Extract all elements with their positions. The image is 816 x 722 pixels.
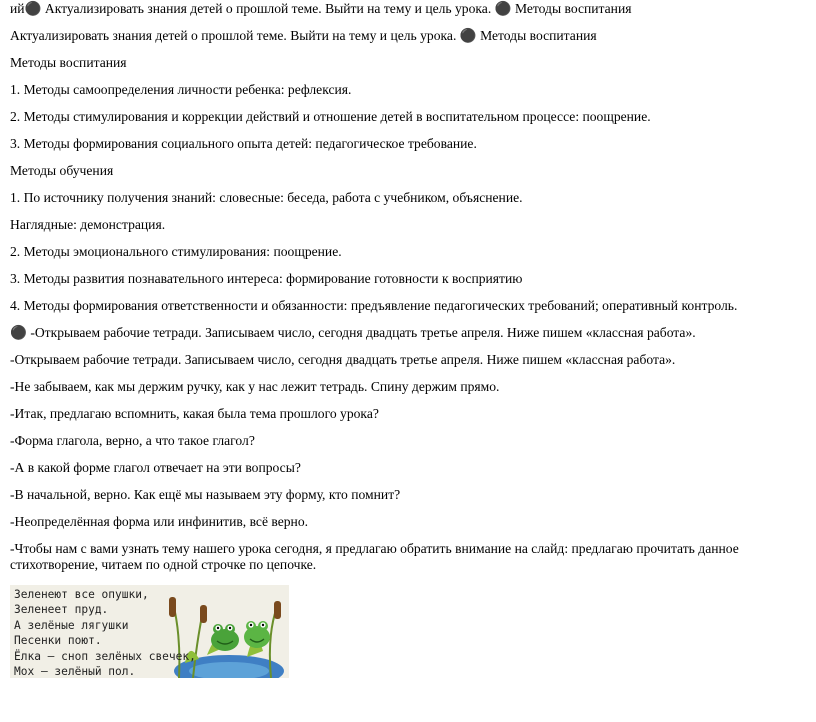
paragraph-6: 3. Методы формирования социального опыта детей: педагогическое требование.: [10, 136, 477, 151]
frog-shape: [211, 624, 239, 651]
paragraph-10: 2. Методы эмоционального стимулирования: поощрение.: [10, 244, 342, 259]
paragraph-15: -Не забываем, как мы держим ручку, как у нас лежит тетрадь. Спину держим прямо.: [10, 379, 500, 394]
paragraph-12: 4. Методы формирования ответственности и обязанности: предъявление педагогических требований; оперативный контроль.: [10, 298, 738, 313]
poem-line: А зелёные лягушки: [14, 618, 129, 632]
paragraph-9: Наглядные: демонстрация.: [10, 217, 166, 232]
paragraph-13: ⚫ -Открываем рабочие тетради. Записываем число, сегодня двадцать третье апреля. Ниже пишем «классная работа».: [10, 325, 696, 340]
paragraph-14: -Открываем рабочие тетради. Записываем число, сегодня двадцать третье апреля. Ниже пишем «классная работа».: [10, 352, 676, 367]
paragraph-18: -А в какой форме глагол отвечает на эти вопросы?: [10, 460, 301, 475]
paragraph-5: 2. Методы стимулирования и коррекции действий и отношение детей в воспитательном процессе: поощрение.: [10, 109, 651, 124]
paragraph-1: ий⚫ Актуализировать знания детей о прошлой теме. Выйти на тему и цель урока. ⚫ Методы воспитания: [10, 1, 632, 16]
poem-line: Зеленеет пруд.: [14, 603, 109, 617]
poem-line: Песенки поют.: [14, 634, 102, 648]
cattail-shape: [274, 601, 281, 619]
paragraph-8: 1. По источнику получения знаний: словесные: беседа, работа с учебником, объяснение.: [10, 190, 523, 205]
poem-illustration: [10, 585, 289, 678]
cattail-shape: [200, 605, 207, 623]
paragraph-20: -Неопределённая форма или инфинитив, всё верно.: [10, 514, 309, 529]
paragraph-2: Актуализировать знания детей о прошлой теме. Выйти на тему и цель урока. ⚫ Методы воспитания: [10, 28, 597, 43]
paragraph-21: -Чтобы нам с вами узнать тему нашего урока сегодня, я предлагаю обратить внимание на слайд: предлагаю прочитать данное стихотворение, читаем по одной строчке по цепочке.: [10, 541, 739, 572]
frog-shape: [244, 621, 270, 648]
paragraph-17: -Форма глагола, верно, а что такое глагол?: [10, 433, 255, 448]
paragraph-4: 1. Методы самоопределения личности ребенка: рефлексия.: [10, 82, 352, 97]
paragraph-11: 3. Методы развития познавательного интереса: формирование готовности к восприятию: [10, 271, 523, 286]
poem-line: Ёлка — сноп зелёных свечек,: [14, 649, 196, 663]
paragraph-19: -В начальной, верно. Как ещё мы называем эту форму, кто помнит?: [10, 487, 401, 502]
paragraph-16: -Итак, предлагаю вспомнить, какая была тема прошлого урока?: [10, 406, 379, 421]
heading-teaching-methods: Методы обучения: [10, 163, 114, 178]
poem-text: [14, 587, 196, 678]
poem-line: Зеленеют все опушки,: [14, 588, 149, 601]
heading-upbringing-methods: Методы воспитания: [10, 55, 127, 70]
poem-line: Мох — зелёный пол.: [14, 665, 136, 678]
